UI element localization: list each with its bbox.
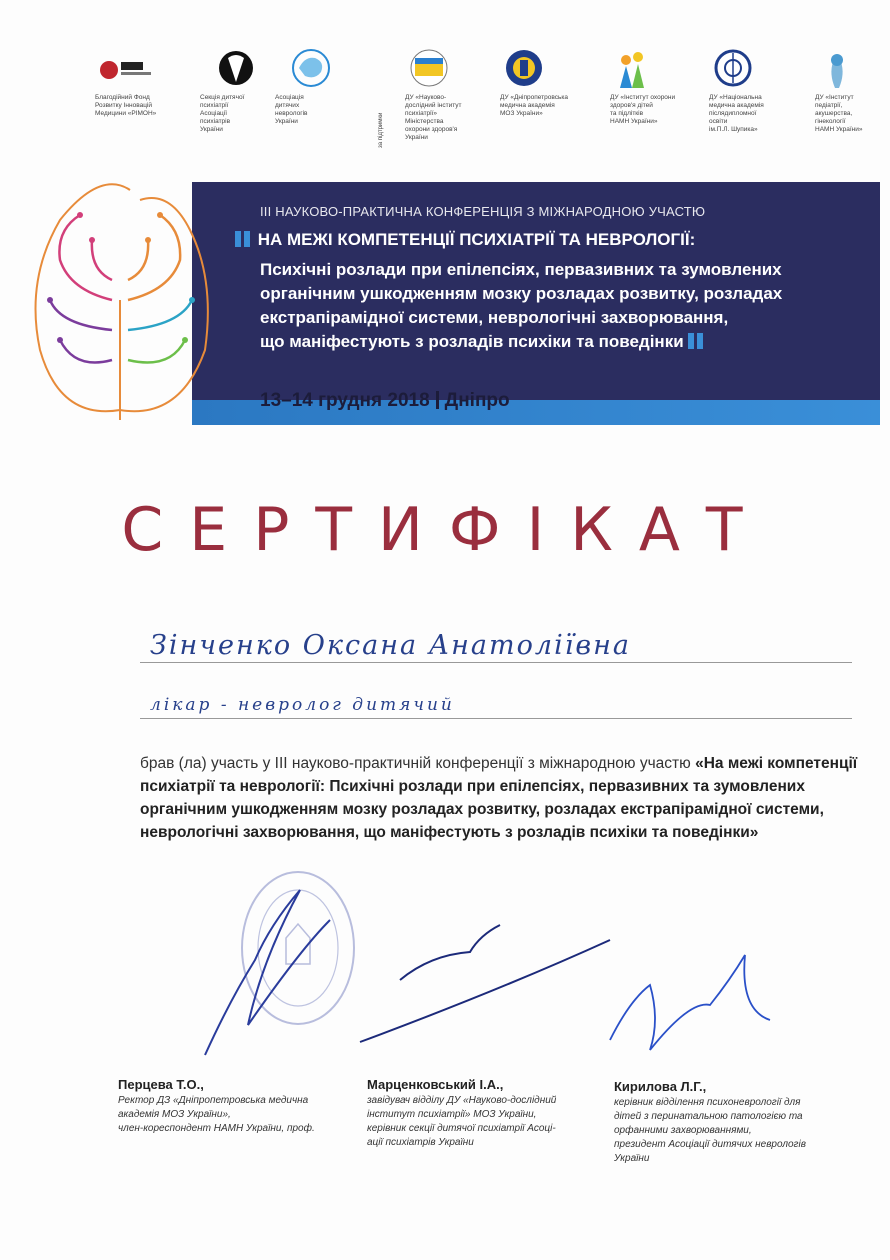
logo-pediatrics-institute (815, 48, 890, 134)
brain-circle-logo-icon (275, 48, 371, 88)
topic-line: що маніфестують з розладів психіки та поведінки (260, 330, 870, 354)
rimon-logo-icon (95, 48, 191, 88)
conference-title (235, 230, 695, 250)
ukraine-book-logo-icon (405, 48, 501, 88)
name-underline (140, 662, 852, 663)
certificate-title: СЕРТИФІКАТ (121, 495, 769, 565)
signature-martsenkovsky (360, 925, 610, 1042)
logo-psychiatry-institute (405, 48, 501, 142)
topic-line: екстрапірамідної системи, неврологічні захворювання, (260, 308, 729, 327)
academy-shield-logo-icon (500, 48, 596, 88)
signer-name: Марценковський І.А., (367, 1077, 504, 1092)
signer-role: інститут психіатрії» МОЗ України, (367, 1109, 537, 1120)
square-icon (688, 333, 694, 349)
square-icon (244, 231, 250, 247)
tree-logo-icon (815, 48, 890, 88)
logo-child-neurology (275, 48, 371, 126)
logo-caption: Секція дитячої психіатрії Асоціації психіатрів України (200, 94, 245, 133)
logo-caption: ДУ «Інститут охорони здоров'я дітей та підлітків НАМН України» (610, 94, 676, 125)
signer-martsenkovsky (367, 1078, 607, 1150)
conference-subtitle: III НАУКОВО-ПРАКТИЧНА КОНФЕРЕНЦІЯ З МІЖНАРОДНОЮ УЧАСТЮ (260, 204, 706, 219)
statement-conference: «На межі компетенції психіатрії та неврології: Психічні розлади при епілепсіях, первазивних та зумовлених органічним ушкодженням мозку розладах розвитку, розладах екстрапірамідної системи, неврологічні захворювання, що маніфестують з розладів психіки та поведінки» (140, 755, 858, 841)
recipient-name: Зінченко Оксана Анатоліївна (150, 630, 631, 661)
signer-role: орфанними захворюваннями, (614, 1125, 752, 1136)
signer-role: України (614, 1153, 650, 1164)
partner-logos (95, 48, 885, 158)
logo-caption: ДУ «Інститут педіатрії, акушерства, гінекології НАМН України» (815, 94, 863, 133)
position-underline (140, 718, 852, 719)
logo-postgraduate-academy (709, 48, 805, 134)
signer-name: Перцева Т.О., (118, 1077, 204, 1092)
square-icon (235, 231, 241, 247)
logo-rimon (95, 48, 191, 118)
signer-role: керівник секції дитячої психіатрії Асоці- (367, 1123, 556, 1134)
signer-role: академія МОЗ України», (118, 1109, 231, 1120)
signature-kyrylova (610, 955, 770, 1050)
signer-role: дітей з перинатальною патологією та (614, 1111, 803, 1122)
signer-kyrylova (614, 1080, 854, 1166)
conference-date (260, 390, 510, 412)
stamp-icon (238, 868, 358, 1028)
signer-role: Ректор ДЗ «Дніпропетровська медична (118, 1095, 309, 1106)
square-icon (697, 333, 703, 349)
topic-line: Психічні розлади при епілепсіях, первазивних та зумовлених (260, 260, 782, 279)
logo-caption: ДУ «Національна медична академія післядипломної освіти ім.П.Л. Шупика» (709, 94, 764, 133)
participation-statement (140, 752, 860, 844)
signer-role: керівник відділення психоневрології для (614, 1097, 801, 1108)
conference-banner (20, 160, 880, 425)
signer-pertseva (118, 1078, 358, 1136)
divider (436, 391, 439, 409)
statement-intro: брав (ла) участь у III науково-практичній конференції з міжнародною участю (140, 755, 696, 772)
signer-role: президент Асоціації дитячих неврологів (614, 1139, 806, 1150)
logo-caption: ДУ «Дніпропетровська медична академія МОЗ України» (500, 94, 568, 117)
signer-role: завідувач відділу ДУ «Науково-дослідний (367, 1095, 557, 1106)
support-label: за підтримки (378, 112, 384, 148)
brain-tree-icon (20, 160, 220, 425)
conference-title-text: НА МЕЖІ КОМПЕТЕНЦІЇ ПСИХІАТРІЇ ТА НЕВРОЛОГІЇ: (257, 230, 696, 249)
date-text: 13–14 грудня 2018 (260, 390, 430, 411)
recipient-position: лікар - невролог дитячий (150, 695, 455, 715)
city-text: Дніпро (444, 390, 510, 411)
logo-caption: Благодійний Фонд Розвитку Інновацій Медицини «РІМОН» (95, 94, 157, 117)
topic-line: органічним ушкодженням мозку розладах розвитку, розладах (260, 284, 783, 303)
logo-caption: ДУ «Науково- дослідний інститут психіатрії» Міністерства охорони здоров'я України (405, 94, 462, 141)
globe-logo-icon (709, 48, 805, 88)
signer-name: Кирилова Л.Г., (614, 1079, 707, 1094)
signer-role: ації психіатрів України (367, 1137, 474, 1148)
conference-topic (260, 258, 870, 354)
logo-child-health-institute (610, 48, 706, 126)
children-logo-icon (610, 48, 706, 88)
signer-role: член-кореспондент НАМН України, проф. (118, 1123, 315, 1134)
logo-medical-academy (500, 48, 596, 118)
logo-caption: Асоціація дитячих неврологів України (275, 94, 308, 125)
